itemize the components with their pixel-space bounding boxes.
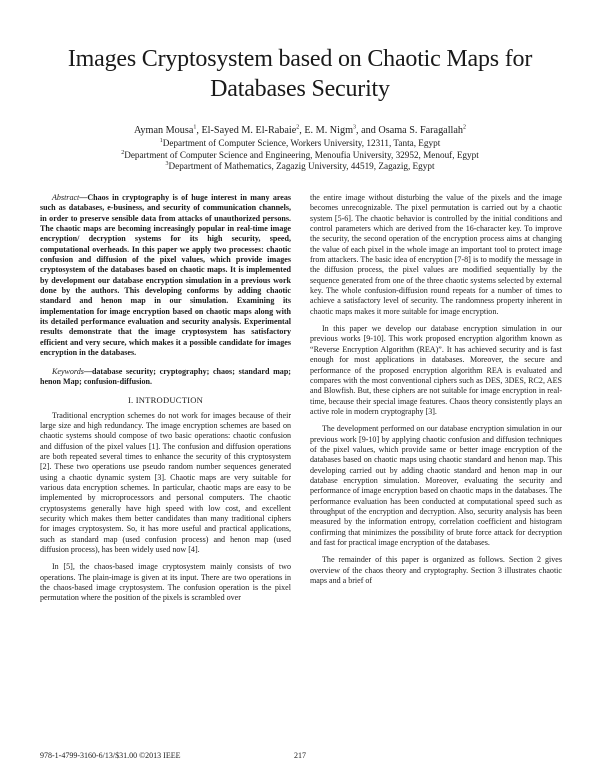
abstract	[40, 193, 291, 359]
author-separator-and: , and	[356, 125, 379, 136]
keywords-text: —database security; cryptography; chaos; standard map; henon Map; confusion-diffusion.	[40, 366, 291, 386]
abstract-text: —Chaos in cryptography is of huge interest in many areas such as databases, e-business, and security of communication channels, in order to preserve sensible data from attacks of unauthorized persons. The chaotic maps are becoming increasingly popular in real-time image encryption/ decryption systems for its high security, speed, computational overheads. In this paper we apply two processes: chaotic confusion and diffusion of the pixel values, which provide images cryptosystem of the databases based on chaotic maps. It is implemented by development our database encryption simulation in a previous work done by the authors. This developing conforms by adding chaotic standard and henon map in our simulation. Examining its implementation for image encryption based on chaotic maps along with its detailed performance evaluation and security analysis. Experimental results demonstrate that the image cryptosystem has satisfactory efficient and very secure, which makes it a possible candidate for images encryption in the databases.	[40, 193, 291, 358]
affiliation-3-marker: 3	[165, 161, 169, 168]
author-3-affil: 3	[353, 124, 357, 131]
abstract-label: Abstract	[52, 193, 80, 202]
body-paragraph: Traditional encryption schemes do not work for images because of their large size and high redundancy. The image encryption schemes are based on chaotic systems should compose of two basic operations: chaotic confusion and diffusion of the pixel values [1]. The confusion and diffusion operations are both repeated several times to enhance the security of this cryptosystem [2]. These two operations use pseudo random number sequences generated using a chaotic dynamic system [3]. Chaotic maps are very suitable for various data encryption schemes. In particular, chaotic maps are easy to be implemented by microprocessors and personal computers. The chaotic cryptosystems generally have high speed with low cost, and excellent security which makes them better candidates than many traditional ciphers for images cryptosystem. So, it has more useful and practical applications, such as standard map (used confusion process) and henon map (used diffusion process), has been widely used now [4].	[40, 410, 291, 554]
body-paragraph: The development performed on our database encryption simulation in our previous work [9-10] by applying chaotic confusion and diffusion techniques of the pixel values, which provide same or better image encryption of the databases based on chaotic maps using chaotic standard and henon map. This developing carried out by adding chaotic standard and henon map in our database encryption simulation. Moreover, evaluating the security and performance of image encryption based on chaotic maps in the databases. The performance evaluation has been conducted at computational speed such as throughput of the encryption and decryption. Also, security analysis has been measured by the information entropy, correlation coefficient and histogram confirming that minimizes the possibility of brute force attack for decryption and fast for practical image encryption of the databases.	[310, 424, 562, 547]
body-paragraph: In this paper we develop our database encryption simulation in our previous works [9-10]. This work proposed encryption algorithm known as “Reverse Encryption Algorithm (REA)”. It has achieved security and is fast enough for most applications in databases. Moreover, the secure and performance of the proposed encryption algorithm REA is evaluated and compares with the most conventional ciphers such as DES, 3DES, RC2, AES and Blowfish. But, these ciphers are not suitable for image encryption in real-time, because their special image features. Chaos theory consistently plays an active role in modern cryptography [3].	[310, 324, 562, 416]
affiliation-1-text: Department of Computer Science, Workers University, 12311, Tanta, Egypt	[162, 138, 441, 148]
author-1: Ayman Mousa	[134, 125, 194, 136]
left-column	[40, 193, 291, 604]
copyright-footer: 978-1-4799-3160-6/13/$31.00 ©2013 IEEE	[40, 751, 181, 760]
author-4: Osama S. Faragallah	[378, 125, 463, 136]
affiliation-3	[40, 161, 560, 173]
affiliation-1-marker: 1	[159, 137, 163, 144]
right-column	[310, 193, 562, 586]
affiliations	[40, 138, 560, 173]
section-heading-introduction: I. INTRODUCTION	[127, 395, 204, 406]
affiliation-3-text: Department of Mathematics, Zagazig University, 44519, Zagazig, Egypt	[168, 161, 435, 172]
author-list	[40, 124, 560, 137]
keywords-label: Keywords	[52, 366, 84, 376]
affiliation-1	[40, 138, 560, 150]
author-1-affil: 1	[193, 124, 197, 131]
body-paragraph: the entire image without disturbing the value of the pixels and the image becomes unrecognizable. The pixel permutation is carried out by a chaotic system [5-6]. The chaotic behavior is controlled by the initial conditions and control parameters which are derived from the 16-character key. To improve the security, the second operation of the encryption process aims at changing the value of each pixel in the whole image an important tool to protect image from attackers. The basic idea of encryption [7-8] is to modify the message in the diffusion process, the pixel values are modified sequentially by the sequence generated from one of the three chaotic systems selected by external key. The whole confusion-diffusion round repeats for a number of times to achieve a satisfactory level of security. The randomness property inherent in chaotic maps makes it more suitable for image encryption.	[310, 193, 562, 316]
affiliation-2-marker: 2	[121, 149, 125, 156]
author-2: El-Sayed M. El-Rabaie	[201, 125, 297, 136]
affiliation-2	[40, 150, 560, 162]
author-2-affil: 2	[296, 124, 300, 131]
author-4-affil: 2	[462, 124, 466, 131]
title-line-2: Databases Security	[210, 76, 390, 102]
body-paragraph: In [5], the chaos-based image cryptosystem mainly consists of two operations. The plain-image is given at its input. There are two operations in the chaos-based image cryptosystem. The confusion operation is the pixel permutation where the position of the pixels is scrambled over	[40, 562, 291, 603]
paper-title	[40, 44, 560, 104]
page-number: 217	[294, 751, 306, 760]
title-line-1: Images Cryptosystem based on Chaotic Maps for	[67, 46, 533, 72]
author-separator: ,	[299, 125, 305, 136]
body-paragraph: The remainder of this paper is organized as follows. Section 2 gives overview of the chaos theory and cryptography. Section 3 illustrates chaotic maps and a brief of	[310, 555, 562, 586]
keywords	[40, 367, 291, 388]
author-separator: ,	[196, 125, 202, 136]
author-3: E. M. Nigm	[304, 125, 354, 136]
affiliation-2-text: Department of Computer Science and Engineering, Menoufia University, 32952, Menouf, Egypt	[124, 149, 479, 160]
